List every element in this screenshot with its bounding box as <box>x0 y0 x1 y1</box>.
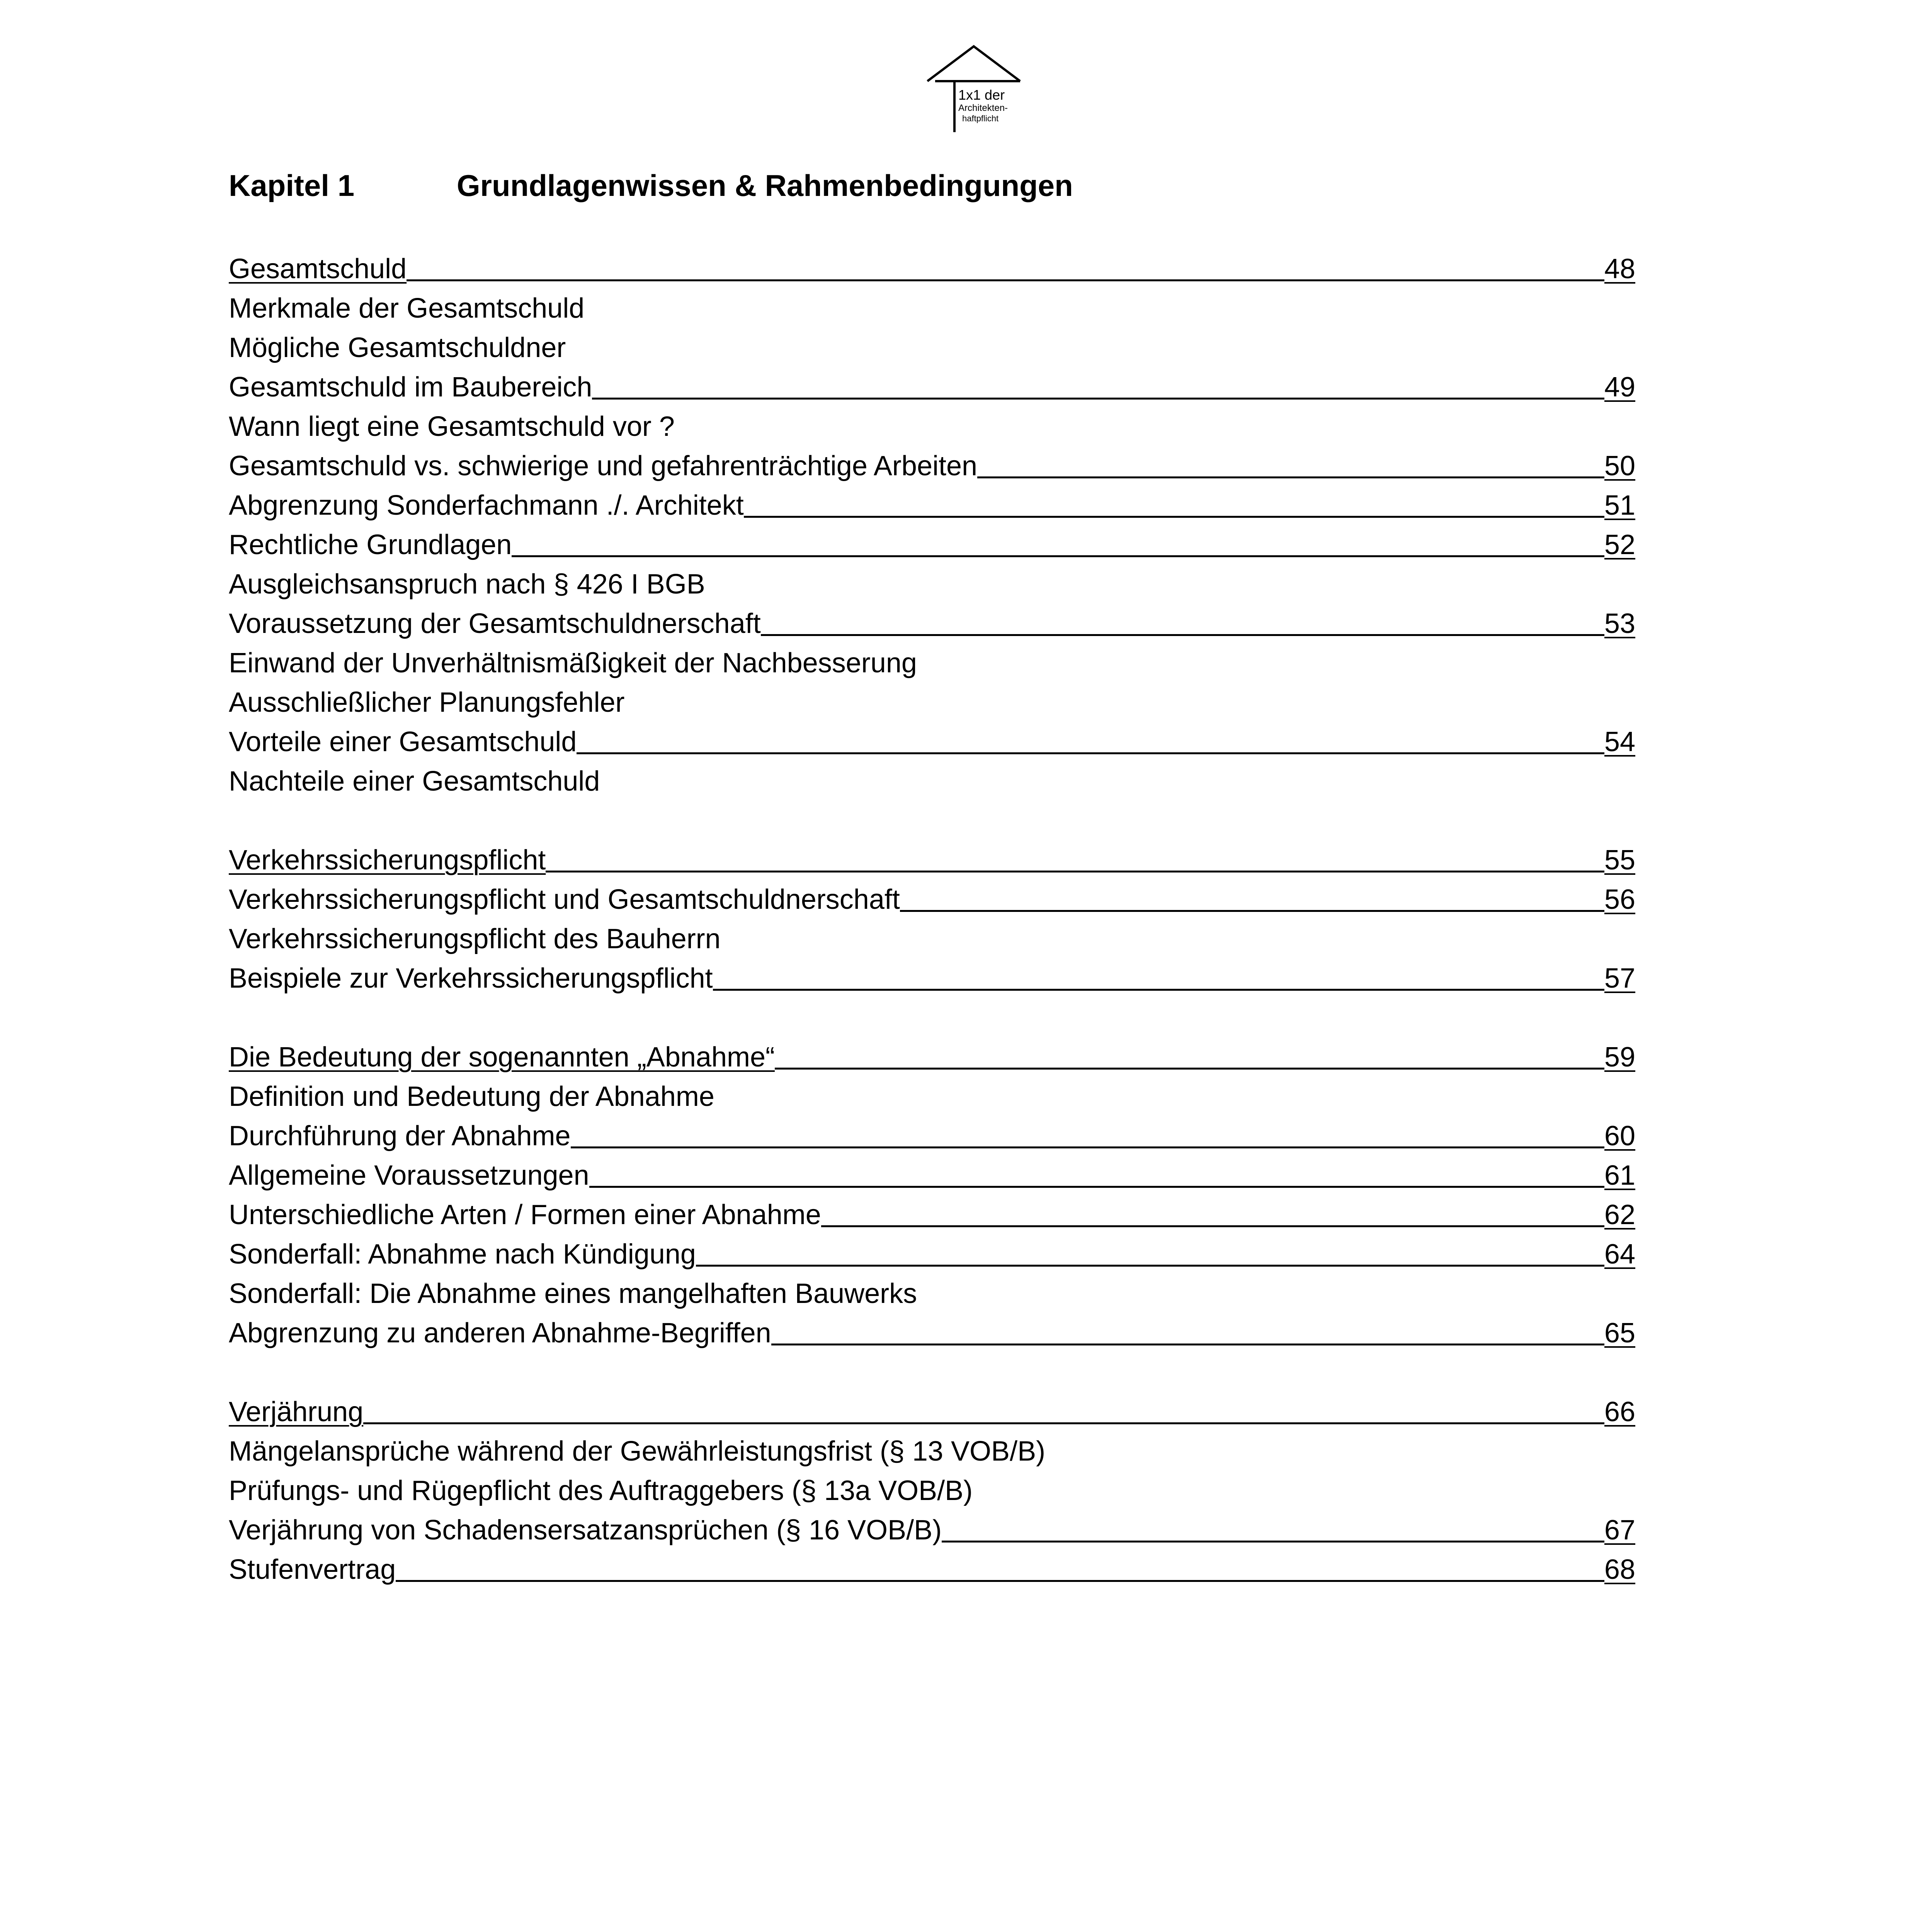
chapter-label: Kapitel 1 <box>229 168 355 202</box>
toc-page-number: 56 <box>1604 884 1635 915</box>
toc-section <box>229 1390 1635 1587</box>
toc-page-number: 49 <box>1604 372 1635 403</box>
toc-entry-title: Ausschließlicher Planungsfehler <box>229 687 625 718</box>
toc-page-number: 54 <box>1604 726 1635 757</box>
toc-entry-title: Beispiele zur Verkehrssicherungspflicht <box>229 963 713 994</box>
toc-entry <box>229 1311 1635 1351</box>
toc-entry <box>229 1272 1635 1311</box>
chapter-title: Grundlagenwissen & Rahmenbedingungen <box>457 168 1073 202</box>
toc-entry-title: Verkehrssicherungspflicht <box>229 845 546 876</box>
toc-page-number: 51 <box>1604 490 1635 521</box>
toc-entry <box>229 1075 1635 1114</box>
toc-leader-line <box>761 634 1604 636</box>
toc-leader-line <box>396 1580 1604 1582</box>
toc-entry <box>229 878 1635 917</box>
toc-entry <box>229 1114 1635 1154</box>
toc-entry-title: Stufenvertrag <box>229 1554 396 1585</box>
logo <box>924 43 1024 135</box>
toc-entry-title: Nachteile einer Gesamtschuld <box>229 766 600 797</box>
toc-entry-title: Abgrenzung Sonderfachmann ./. Architekt <box>229 490 744 521</box>
toc-leader-line <box>589 1186 1604 1188</box>
toc-leader-line <box>592 398 1604 400</box>
toc-entry <box>229 917 1635 957</box>
toc-leader-line <box>744 516 1604 518</box>
toc-entry <box>229 366 1635 405</box>
toc-page-number: 67 <box>1604 1515 1635 1546</box>
toc-entry <box>229 602 1635 641</box>
toc-page-number: 61 <box>1604 1160 1635 1191</box>
logo-text-line-2: Architekten- <box>958 103 1008 113</box>
toc-entry-title: Die Bedeutung der sogenannten „Abnahme“ <box>229 1042 775 1073</box>
toc-page-number: 66 <box>1604 1396 1635 1427</box>
toc-leader-line <box>821 1225 1604 1227</box>
toc-section-heading <box>229 1390 1635 1430</box>
toc-page-number: 68 <box>1604 1554 1635 1585</box>
toc-entry-title: Verjährung von Schadensersatzansprüchen (§ 16 VOB/B) <box>229 1515 942 1546</box>
toc-entry-title: Gesamtschuld im Baubereich <box>229 372 592 403</box>
toc-entry-title: Wann liegt eine Gesamtschuld vor ? <box>229 411 675 442</box>
toc-section <box>229 247 1635 799</box>
toc-leader-line <box>977 476 1604 478</box>
toc-entry <box>229 484 1635 523</box>
toc-entry-title: Merkmale der Gesamtschuld <box>229 293 585 324</box>
toc-leader-line <box>407 279 1604 281</box>
toc-entry <box>229 1430 1635 1469</box>
toc-leader-line <box>363 1422 1604 1424</box>
toc-entry-title: Durchführung der Abnahme <box>229 1121 571 1151</box>
toc-entry <box>229 720 1635 760</box>
toc-leader-line <box>696 1265 1604 1267</box>
toc-page-number: 50 <box>1604 451 1635 481</box>
toc-entry-title: Einwand der Unverhältnismäßigkeit der Nachbesserung <box>229 648 917 679</box>
toc-entry <box>229 287 1635 326</box>
toc-entry-title: Vorteile einer Gesamtschuld <box>229 726 577 757</box>
toc-entry <box>229 523 1635 563</box>
toc-entry <box>229 681 1635 720</box>
toc-leader-line <box>775 1068 1604 1070</box>
toc-entry <box>229 641 1635 681</box>
logo-text-line-1: 1x1 der <box>958 87 1005 103</box>
toc-leader-line <box>713 989 1604 991</box>
toc-page-number: 62 <box>1604 1199 1635 1230</box>
toc-page-number: 60 <box>1604 1121 1635 1151</box>
toc-entry-title: Verkehrssicherungspflicht des Bauherrn <box>229 923 721 954</box>
toc-entry <box>229 1193 1635 1233</box>
toc-entry <box>229 563 1635 602</box>
toc-entry-title: Abgrenzung zu anderen Abnahme-Begriffen <box>229 1318 771 1349</box>
toc-leader-line <box>577 752 1604 754</box>
toc-entry-title: Gesamtschuld <box>229 253 407 284</box>
toc-entry-title: Voraussetzung der Gesamtschuldnerschaft <box>229 608 761 639</box>
toc-page-number: 53 <box>1604 608 1635 639</box>
toc-leader-line <box>571 1146 1604 1148</box>
toc-entry <box>229 444 1635 484</box>
toc-section <box>229 1036 1635 1351</box>
toc-entry-title: Unterschiedliche Arten / Formen einer Abnahme <box>229 1199 821 1230</box>
toc-entry-title: Sonderfall: Abnahme nach Kündigung <box>229 1239 696 1270</box>
toc-entry-title: Mögliche Gesamtschuldner <box>229 332 566 363</box>
toc-entry-title: Gesamtschuld vs. schwierige und gefahrenträchtige Arbeiten <box>229 451 978 481</box>
toc-leader-line <box>512 555 1604 557</box>
toc-page-number: 65 <box>1604 1318 1635 1349</box>
toc-entry-title: Rechtliche Grundlagen <box>229 529 512 560</box>
toc-section-heading <box>229 247 1635 287</box>
toc-entry-title: Prüfungs- und Rügepflicht des Auftraggebers (§ 13a VOB/B) <box>229 1475 973 1506</box>
toc-page-number: 64 <box>1604 1239 1635 1270</box>
toc-leader-line <box>942 1541 1604 1543</box>
toc-entry <box>229 1233 1635 1272</box>
toc-entry <box>229 760 1635 799</box>
toc-entry <box>229 1154 1635 1193</box>
toc-entry-title: Definition und Bedeutung der Abnahme <box>229 1081 714 1112</box>
toc-page-number: 52 <box>1604 529 1635 560</box>
toc-entry-title: Allgemeine Voraussetzungen <box>229 1160 589 1191</box>
toc-leader-line <box>546 871 1604 872</box>
logo-text-line-3: haftpflicht <box>962 114 999 123</box>
toc-entry-title: Ausgleichsanspruch nach § 426 I BGB <box>229 569 705 600</box>
toc-entry-title: Verjährung <box>229 1396 364 1427</box>
toc-entry <box>229 1509 1635 1548</box>
toc-section-heading <box>229 838 1635 878</box>
toc-leader-line <box>771 1344 1604 1345</box>
toc-section <box>229 838 1635 996</box>
toc-entry <box>229 957 1635 996</box>
toc-entry <box>229 1469 1635 1509</box>
toc-entry-title: Verkehrssicherungspflicht und Gesamtschuldnerschaft <box>229 884 900 915</box>
toc-entry-title: Mängelansprüche während der Gewährleistungsfrist (§ 13 VOB/B) <box>229 1436 1046 1467</box>
toc-section-heading <box>229 1036 1635 1075</box>
toc-entry-title: Sonderfall: Die Abnahme eines mangelhaften Bauwerks <box>229 1278 917 1309</box>
toc-entry <box>229 405 1635 444</box>
toc-entry <box>229 1548 1635 1587</box>
toc-leader-line <box>900 910 1604 912</box>
table-of-contents <box>229 247 1635 1627</box>
toc-page-number: 55 <box>1604 845 1635 876</box>
toc-entry <box>229 326 1635 366</box>
toc-page-number: 57 <box>1604 963 1635 994</box>
toc-page-number: 48 <box>1604 253 1635 284</box>
toc-page-number: 59 <box>1604 1042 1635 1073</box>
